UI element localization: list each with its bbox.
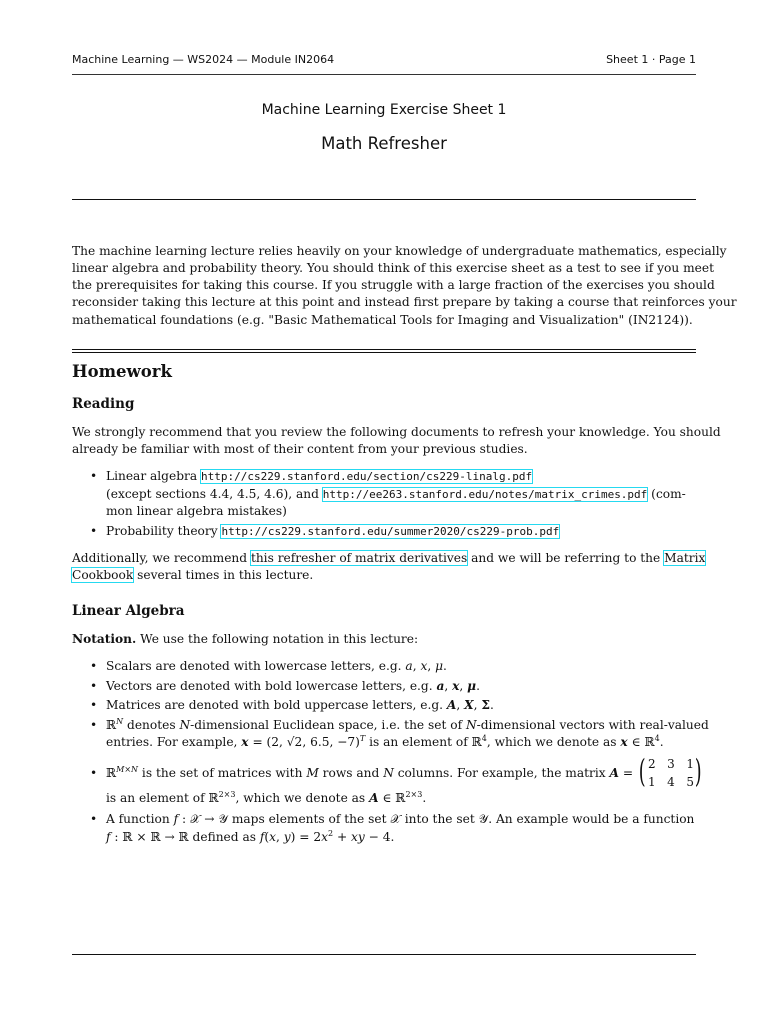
additional-text <box>72 568 313 582</box>
matrix-crimes-link[interactable]: http://ee263.stanford.edu/notes/matrix_crimes.pdf <box>322 488 648 501</box>
notation-paragraph <box>72 632 418 646</box>
matrix-cell: 1 <box>648 775 656 789</box>
title-divider <box>72 199 696 200</box>
matrix-cookbook-link[interactable]: Matrix <box>664 551 706 565</box>
example-matrix <box>638 752 702 792</box>
section-divider <box>72 352 696 353</box>
matrix-row <box>648 775 694 789</box>
list-item: f : ℝ × ℝ → ℝ defined as f(x, $y) = 2x^2$ + xy − 4. <box>106 828 395 844</box>
list-item-text: (except sections 4.4, 4.5, 4.6), and <box>106 487 323 501</box>
intro-line: linear algebra and probability theory. You should think of this exercise sheet as a test to see if you meet <box>72 261 714 275</box>
bullet-marker: • <box>90 698 98 712</box>
list-item-text: is an element of <box>365 735 472 749</box>
list-item-text: Matrices are denoted with bold uppercase letters, e.g. <box>106 698 447 712</box>
bullet-marker: • <box>90 659 98 673</box>
list-item: A function f : 𝒳 → 𝒴 maps elements of the set 𝒳 into the set 𝒴. An example would be a function <box>106 812 695 826</box>
intro-line: the prerequisites for taking this course. If you struggle with a large fraction of the exercises you should <box>72 278 715 292</box>
matrix-cookbook-link[interactable]: Cookbook <box>72 568 134 582</box>
list-item: Vectors are denoted with bold lowercase letters, e.g. a, x, μ. <box>106 679 480 693</box>
list-item-text: is an element of <box>106 791 209 805</box>
footer-divider <box>72 954 696 955</box>
sheet-subtitle: Math Refresher <box>321 134 447 153</box>
intro-line: The machine learning lecture relies heavily on your knowledge of undergraduate mathematics, especially <box>72 244 727 258</box>
list-item: entries. For example, x = (2, √2, 6.5, −7)$^T$ is an element of ℝ$^4$, which we denote as x ∈ ℝ$^4$. <box>106 733 664 749</box>
matrix-derivatives-link[interactable]: this refresher of matrix derivatives <box>250 551 468 565</box>
notation-text: We use the following notation in this lecture: <box>136 632 419 646</box>
matrix-cell: 5 <box>686 775 694 789</box>
notation-label: Notation. <box>72 632 137 646</box>
list-item-text: A function <box>106 812 174 826</box>
linear-algebra-heading: Linear Algebra <box>72 603 185 619</box>
header-page-number: Sheet 1 · Page 1 <box>606 53 696 66</box>
matrix-cell: 4 <box>667 775 675 789</box>
matrix-cell: 1 <box>686 757 694 771</box>
list-item <box>106 487 686 501</box>
list-item <box>106 469 532 483</box>
reading-heading: Reading <box>72 396 135 412</box>
header-divider <box>72 74 696 75</box>
sheet-title: Machine Learning Exercise Sheet 1 <box>261 102 507 118</box>
list-item-text: . An example would be a function <box>488 812 695 826</box>
intro-line: mathematical foundations (e.g. "Basic Mathematical Tools for Imaging and Visualization" (IN2124)). <box>72 313 693 327</box>
matrix-cell: 3 <box>667 757 675 771</box>
linalg-link[interactable]: http://cs229.stanford.edu/section/cs229-linalg.pdf <box>200 470 533 483</box>
bullet-marker: • <box>90 469 98 483</box>
intro-line: reconsider taking this lecture at this point and instead first prepare by taking a course that reinforces your <box>72 295 737 309</box>
list-item-text: entries. For example, <box>106 735 242 749</box>
list-item-text: , which we denote as <box>235 791 370 805</box>
running-header <box>72 53 696 69</box>
bullet-marker: • <box>90 679 98 693</box>
additional-middle: and we will be referring to the <box>467 551 665 565</box>
list-item: is an element of ℝ$^{2\times 3}$, which we denote as A ∈ ℝ$^{2\times 3}$. <box>106 789 427 805</box>
list-item-text: defined as <box>188 830 260 844</box>
prob-link[interactable]: http://cs229.stanford.edu/summer2020/cs229-prob.pdf <box>221 525 560 538</box>
list-item <box>106 524 559 538</box>
homework-heading: Homework <box>72 362 172 381</box>
section-divider <box>72 349 696 350</box>
header-course: Machine Learning — WS2024 — Module IN2064 <box>72 53 335 66</box>
list-item-text: -dimensional Euclidean space, i.e. the set of <box>190 718 466 732</box>
bullet-marker: • <box>90 718 98 732</box>
list-item: ℝ$^N$ denotes N-dimensional Euclidean space, i.e. the set of N-dimensional vectors with real-valued <box>106 716 709 732</box>
list-item-text: , which we denote as <box>486 735 621 749</box>
matrix-left-paren: ( <box>638 752 646 790</box>
list-item-text: Probability theory <box>106 524 222 538</box>
list-item-text: is the set of matrices with <box>138 766 307 780</box>
bullet-marker: • <box>90 766 98 780</box>
reading-text: already be familiar with most of their content from your previous studies. <box>72 442 528 456</box>
matrix-cell: 2 <box>648 757 656 771</box>
list-item-text: Linear algebra <box>106 469 201 483</box>
additional-prefix: Additionally, we recommend <box>72 551 251 565</box>
matrix-row <box>648 757 694 771</box>
list-item: Matrices are denoted with bold uppercase letters, e.g. A, X, Σ. <box>106 698 494 712</box>
list-item-text: rows and <box>318 766 384 780</box>
list-item-text: Vectors are denoted with bold lowercase letters, e.g. <box>106 679 437 693</box>
list-item: Scalars are denoted with lowercase letters, e.g. a, x, μ. <box>106 659 447 673</box>
list-item-text: Scalars are denoted with lowercase letters, e.g. <box>106 659 406 673</box>
list-item-text: maps elements of the set <box>227 812 391 826</box>
additional-text <box>72 551 706 565</box>
list-item-text: mon linear algebra mistakes) <box>106 504 287 518</box>
list-item-text: columns. For example, the matrix <box>393 766 610 780</box>
bullet-marker: • <box>90 524 98 538</box>
bullet-marker: • <box>90 812 98 826</box>
list-item-text: (com- <box>647 487 686 501</box>
matrix-right-paren: ) <box>694 752 702 790</box>
list-item-text: -dimensional vectors with real-valued <box>476 718 709 732</box>
list-item-text: into the set <box>400 812 479 826</box>
list-item-text: denotes <box>123 718 180 732</box>
list-item: ℝ$^{M\times N}$ is the set of matrices with M rows and N columns. For example, the matrix A = <box>106 764 634 780</box>
additional-suffix: several times in this lecture. <box>133 568 314 582</box>
reading-text: We strongly recommend that you review the following documents to refresh your knowledge. You should <box>72 425 721 439</box>
